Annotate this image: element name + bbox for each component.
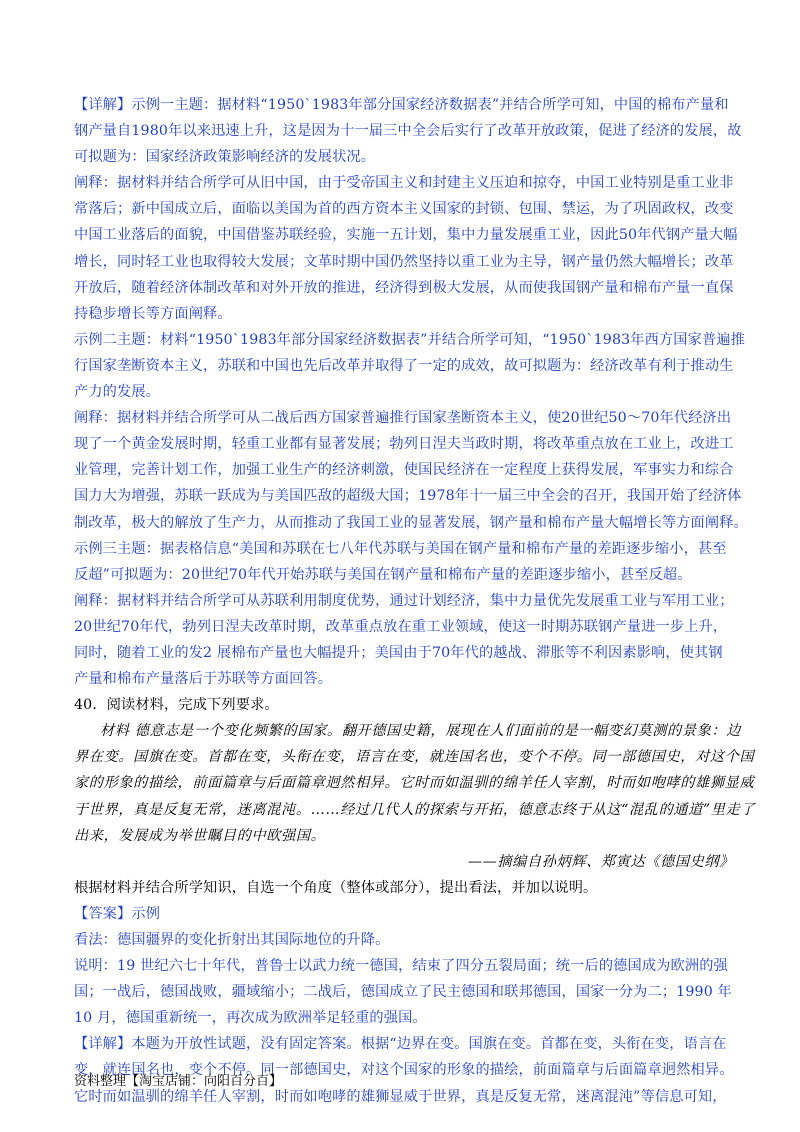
material-block [74,718,756,875]
text-line: 示例二主题：材料“1950`1983年部分国家经济数据表”并结合所学可知，“1950`1983年西方国家普遍推 [74,331,745,348]
text-line: 20世纪70年代，勃列日涅夫改革时期，改革重点放在重工业领域，使这一时期苏联钢产量进一步上升， [74,618,728,635]
document-body [74,92,756,1110]
material-line: 家的形象的描绘，前面篇章与后面篇章迥然相异。它时而如温驯的绵羊任人宰割，时而如咆哮的雄狮显威 [74,775,755,792]
text-line: 变，就连国名也，变个不停。同一部德国史，对这个国家的形象的描绘，前面篇章与后面篇章迥然相异。 [74,1062,734,1079]
page-footer: 资料整理【淘宝店铺：向阳百分百】 [74,1074,283,1089]
text-line: 业管理，完善计划工作，加强工业生产的经济刺激，使国民经济在一定程度上获得发展，军事实力和综合 [74,462,734,479]
material-line: 于世界，真是反复无常，迷离混沌。……经过几代人的探索与开拓，德意志终于从这“混乱的通道”里走了 [74,801,756,818]
text-line: 国；一战后，德国战败，疆域缩小；二战后，德国成立了民主德国和联邦德国，国家一分为二；1990 年 [74,984,732,1001]
material-line: 出来，发展成为举世瞩目的中欧强国。 [74,827,326,844]
text-line: 示例三主题：据表格信息“美国和苏联在七八年代苏联与美国在钢产量和棉布产量的差距逐步缩小，甚至 [74,540,727,557]
text-line: 10 月，德国重新统一，再次成为欧洲举足轻重的强国。 [74,1010,427,1027]
text-line: 阐释：据材料并结合所学可从旧中国，由于受帝国主义和封建主义压迫和掠夺，中国工业特别是重工业非 [74,175,734,192]
detail-label: 【详解】 [74,1036,132,1053]
answer-label: 【答案】 [74,905,132,922]
answer-value: 示例 [131,905,161,922]
text-line: 产力的发展。 [74,384,161,401]
text-line: 看法：德国疆界的变化折射出其国际地位的升降。 [74,932,390,948]
question-task: 根据材料并结合所学知识，自选一个角度（整体或部分），提出看法，并加以说明。 [74,879,598,896]
text-line: 制改革，极大的解放了生产力，从而推动了我国工业的显著发展，钢产量和棉布产量大幅增长等方面阐释。 [74,514,748,531]
material-line: 界在变。国旗在变。首都在变，头衔在变，语言在变，就连国名也，变个不停。同一部德国史，对这个国 [74,749,755,766]
answer-line [74,901,734,927]
text-line: 增长，同时轻工业也取得较大发展；文革时期中国仍然坚持以重工业为主导，钢产量仍然大幅增长；改革 [74,253,734,270]
detail-line [74,92,734,118]
material-line: 材料 德意志是一个变化频繁的国家。翻开德国史籍，展现在人们面前的是一幅变幻莫测的景象：边 [100,723,741,740]
text-line: 产量和棉布产量落后于苏联等方面回答。 [74,671,333,688]
text-line: 行国家垄断资本主义，苏联和中国也先后改革并取得了一定的成效，故可拟题为：经济改革有利于推动生 [74,357,734,374]
detail-line [74,1031,734,1057]
text-line: 国力大为增强，苏联一跃成为与美国匹敌的超级大国；1978年十一届三中全会的召开，我国开始了经济体 [74,488,742,505]
text-line: 阐释：据材料并结合所学可从苏联利用制度优势，通过计划经济，集中力量优先发展重工业与军用工业； [74,592,734,609]
detail-label: 【详解】 [74,97,132,113]
text-line: 阐释：据材料并结合所学可从二战后西方国家普遍推行国家垄断资本主义，使20世纪50～70年代经济出 [74,410,732,427]
detail-text: 示例一主题：据材料“1950`1983年部分国家经济数据表”并结合所学可知，中国的棉布产量和 [131,97,729,113]
text-line: 说明：19 世纪六七十年代，普鲁士以武力统一德国，结束了四分五裂局面；统一后的德国成为欧洲的强 [74,958,728,975]
question-heading: 40．阅读材料，完成下列要求。 [74,697,279,714]
text-line: 同时，随着工业的发2 展棉布产量也大幅提升；美国由于70年代的越战、滞胀等不利因素影响，使其钢 [74,644,723,661]
text-line: 常落后；新中国成立后，面临以美国为首的西方资本主义国家的封锁、包围、禁运，为了巩固政权，改变 [74,201,734,218]
detail-text: 本题为开放性试题，没有固定答案。根据“边界在变。国旗在变。首都在变，头衔在变，语言在 [131,1036,727,1053]
text-line: 可拟题为：国家经济政策影响经济的发展状况。 [74,149,376,166]
text-line: 开放后，随着经济体制改革和对外开放的推进，经济得到极大发展，从而使我国钢产量和棉布产量一直保 [74,279,734,296]
text-line: 它时而如温驯的绵羊任人宰割，时而如咆哮的雄狮显威于世界，真是反复无常，迷离混沌”等信息可知， [74,1088,727,1105]
text-line: 中国工业落后的面貌，中国借鉴苏联经验，实施一五计划，集中力量发展重工业，因此50年代钢产量大幅 [74,227,738,244]
text-line: 钢产量自1980年以来迅速上升，这是因为十一届三中全会后实行了改革开放政策，促进了经济的发展，故 [74,123,742,140]
text-line: 现了一个黄金发展时期，轻重工业都有显著发展；勃列日涅夫当政时期，将改革重点放在工业上，改进工 [74,436,734,453]
text-line: 持稳步增长等方面阐释。 [74,305,232,322]
text-line: 反超”可拟题为：20世纪70年代开始苏联与美国在钢产量和棉布产量的差距逐步缩小，甚至反超。 [74,566,692,583]
material-source: ——摘编自孙炳辉、郑寅达《德国史纲》 [467,853,734,870]
